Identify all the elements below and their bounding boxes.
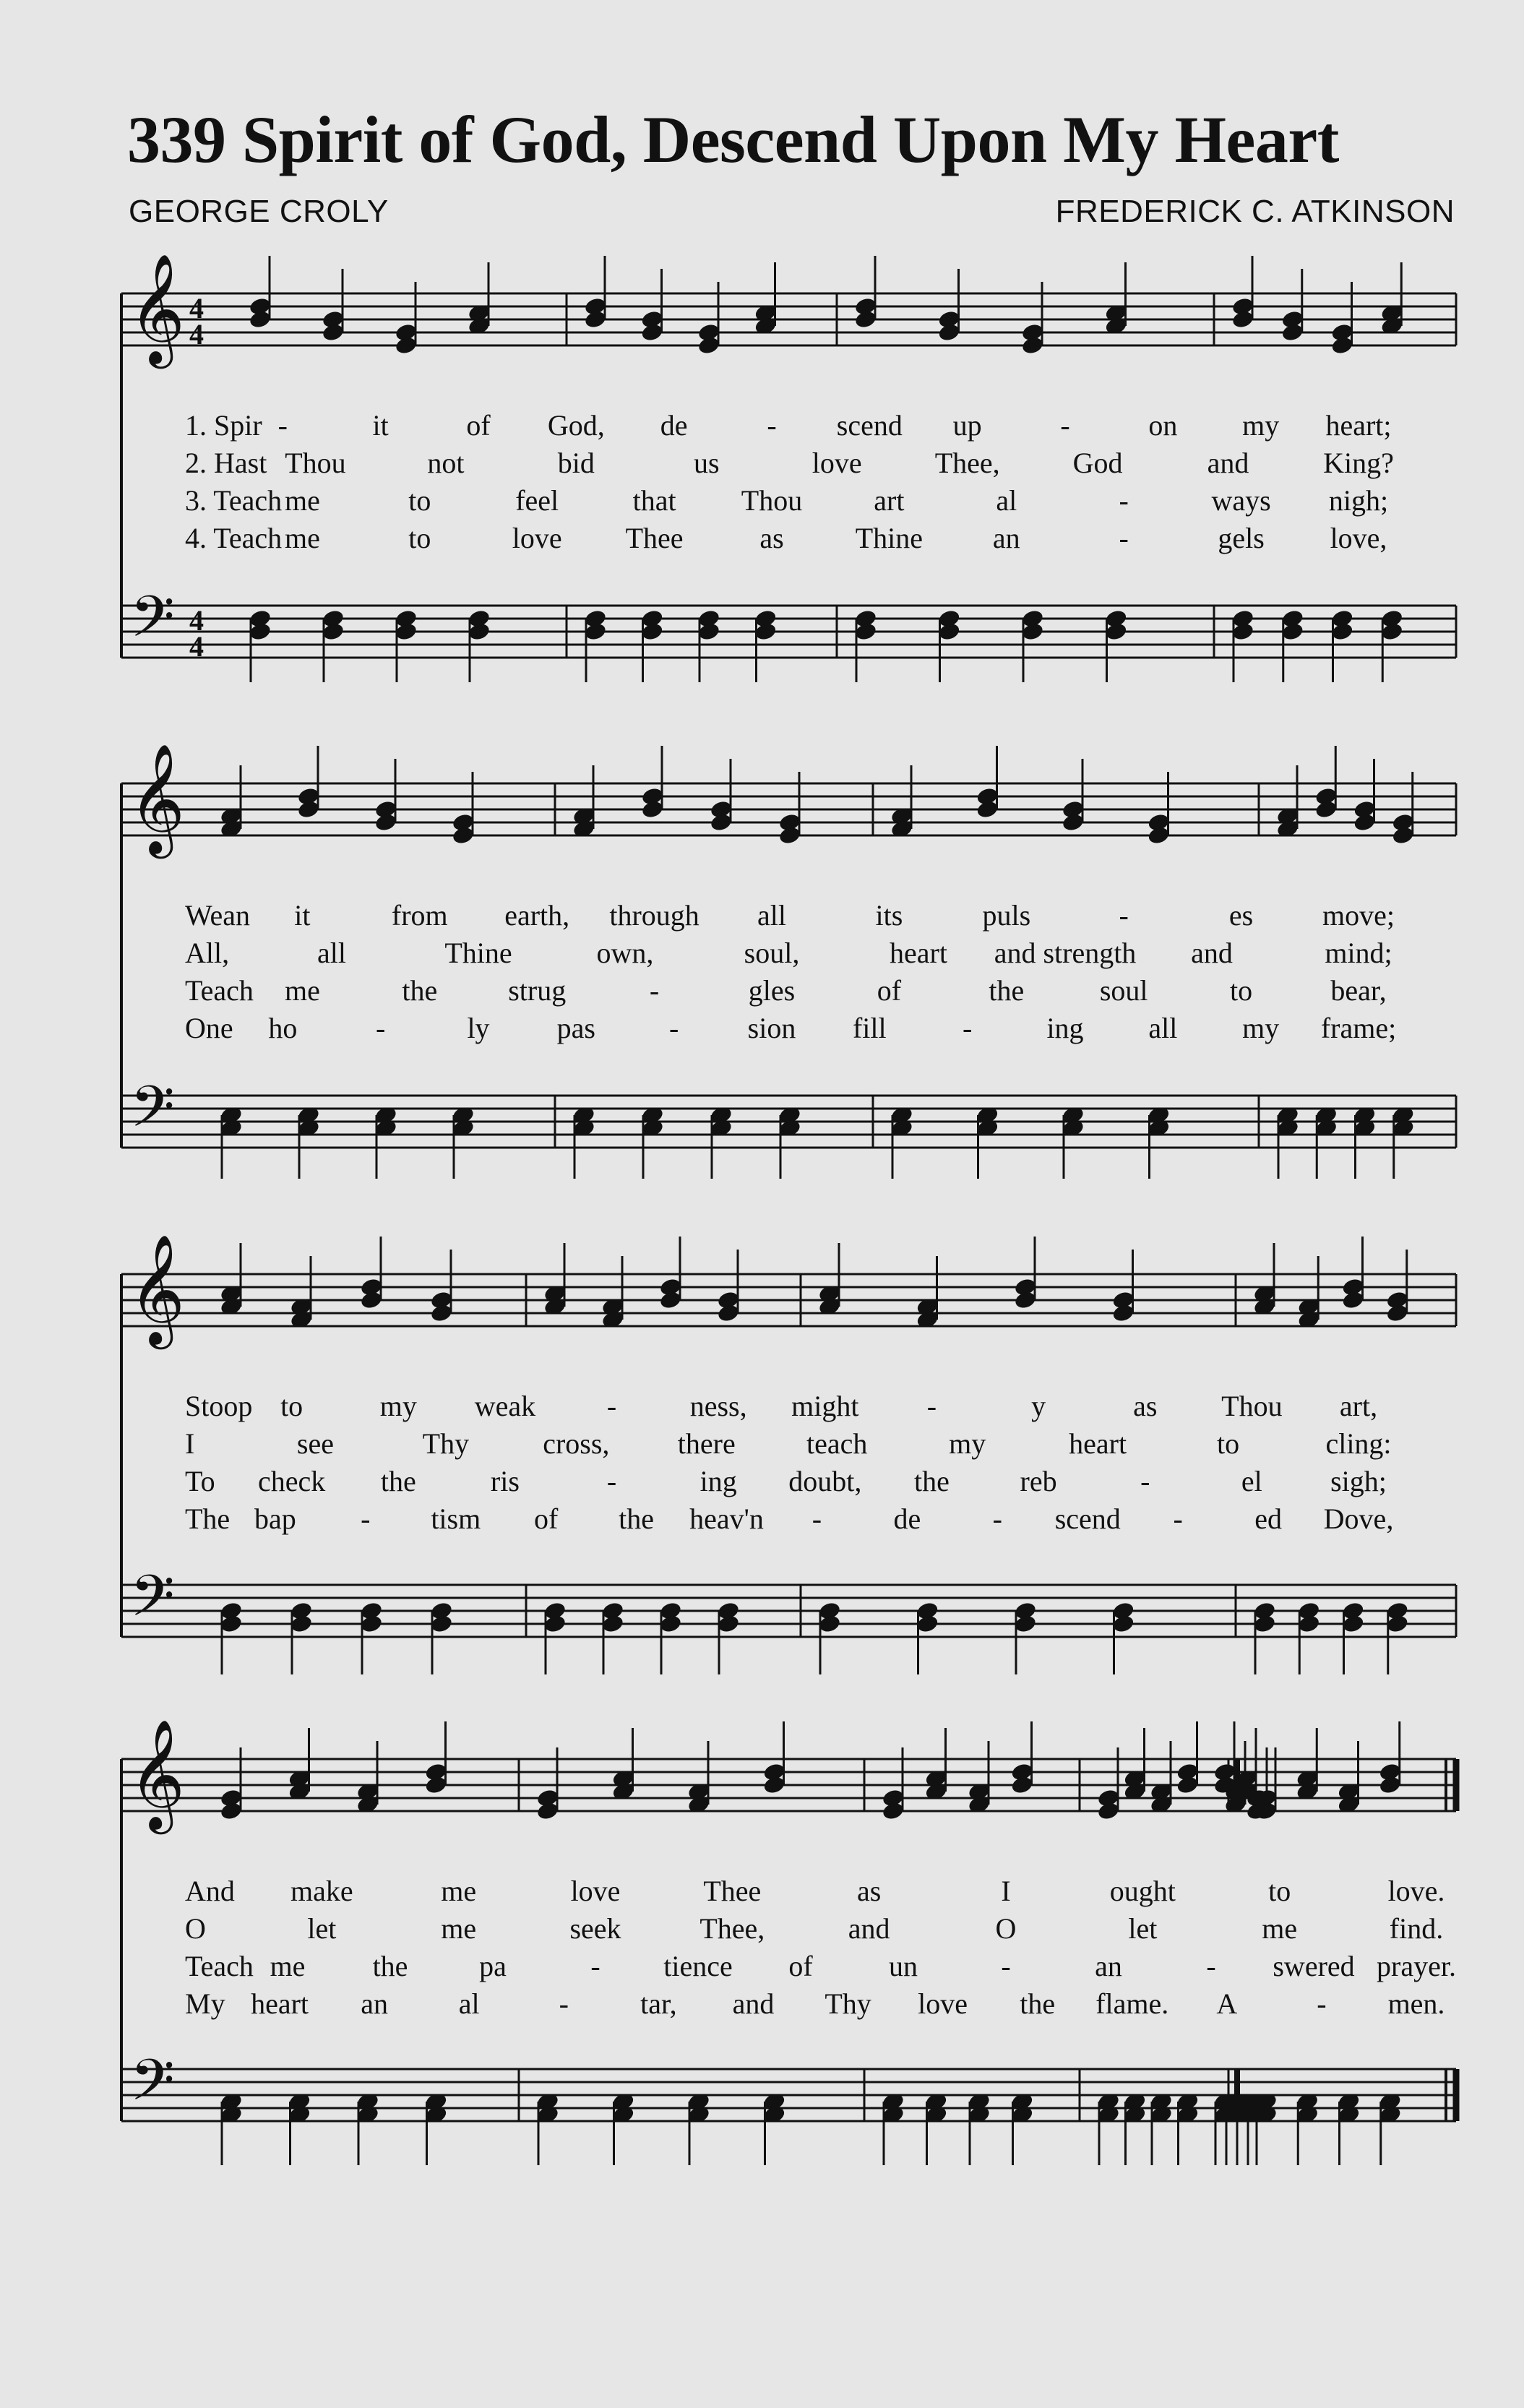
lyric-syllable: love, <box>1330 522 1387 554</box>
lyric-syllable: seek <box>569 1912 621 1945</box>
lyric-syllable: - <box>992 1502 1002 1535</box>
lyric-syllable: tience <box>663 1950 733 1982</box>
lyric-syllable: ing <box>699 1465 737 1497</box>
lyric-syllable: own, <box>596 937 654 969</box>
lyric-syllable: ed <box>1254 1502 1282 1535</box>
lyric-syllable: And <box>185 1875 235 1907</box>
lyric-syllable: Dove, <box>1323 1502 1394 1535</box>
treble-clef: 𝄞 <box>129 253 186 364</box>
lyric-syllable: I <box>1001 1875 1011 1907</box>
lyric-syllable: ways <box>1211 484 1271 517</box>
hymn-number: 339 <box>127 103 226 176</box>
lyric-syllable: God, <box>547 409 605 442</box>
lyric-syllable: through <box>609 899 699 932</box>
words-credit: GEORGE CROLY <box>129 194 389 229</box>
lyric-syllable: bid <box>557 447 595 479</box>
lyric-syllable: and <box>1191 937 1233 969</box>
lyric-syllable: gels <box>1218 522 1265 554</box>
lyric-syllable: - <box>811 1502 822 1535</box>
lyric-syllable: - <box>361 1502 371 1535</box>
lyric-syllable: us <box>693 447 720 479</box>
lyric-syllable: the <box>1020 1987 1056 2020</box>
lyric-syllable: pa <box>479 1950 507 1982</box>
lyric-syllable: Teach <box>185 1950 254 1982</box>
lyric-syllable: its <box>875 899 903 932</box>
lyric-syllable: fill <box>852 1012 887 1044</box>
lyric-syllable: Thine <box>855 522 924 554</box>
lyric-syllable: an <box>992 522 1020 554</box>
lyric-syllable: puls <box>982 899 1031 932</box>
lyric-syllable: of <box>466 409 491 442</box>
lyric-syllable: sion <box>747 1012 796 1044</box>
lyric-syllable: not <box>427 447 465 479</box>
lyric-syllable: prayer. <box>1377 1950 1456 1982</box>
lyric-syllable: scend <box>1054 1502 1121 1535</box>
lyric-syllable: me <box>1262 1912 1298 1945</box>
treble-clef: 𝄞 <box>129 743 186 854</box>
lyric-syllable: me <box>441 1912 477 1945</box>
lyric-syllable: swered <box>1273 1950 1355 1982</box>
lyric-syllable: 1. Spir <box>185 409 262 442</box>
lyric-syllable: to <box>1230 974 1253 1007</box>
lyric-syllable: mind; <box>1325 937 1392 969</box>
lyric-syllable: 3. Teach <box>185 484 283 517</box>
time-signature-bottom: 4 <box>189 318 204 351</box>
lyric-syllable: of <box>788 1950 813 1982</box>
lyric-syllable: de <box>893 1502 921 1535</box>
lyric-syllable: to <box>1268 1875 1291 1907</box>
lyric-syllable: the <box>372 1950 408 1982</box>
treble-clef: 𝄞 <box>129 1719 186 1830</box>
lyric-syllable: my <box>379 1390 417 1422</box>
lyric-syllable: check <box>258 1465 326 1497</box>
time-signature-top: 4 <box>189 604 204 637</box>
lyric-syllable: Thee <box>625 522 684 554</box>
lyric-syllable: Thee <box>703 1875 762 1907</box>
lyric-syllable: To <box>185 1465 215 1497</box>
lyric-syllable: - <box>376 1012 386 1044</box>
lyric-syllable: love <box>570 1875 621 1907</box>
lyric-syllable: as <box>759 522 784 554</box>
lyric-syllable: and <box>1207 447 1249 479</box>
lyric-syllable: - <box>767 409 777 442</box>
lyric-syllable: and <box>732 1987 775 2020</box>
lyric-syllable: - <box>926 1390 937 1422</box>
lyric-syllable: sigh; <box>1330 1465 1387 1497</box>
lyric-syllable: me <box>270 1950 306 1982</box>
lyric-syllable: cling: <box>1325 1427 1392 1460</box>
lyric-syllable: me <box>441 1875 477 1907</box>
lyric-syllable: might <box>791 1390 859 1422</box>
bass-clef: 𝄢 <box>130 1073 175 1154</box>
music-credit: FREDERICK C. ATKINSON <box>1055 194 1455 229</box>
lyric-syllable: un <box>889 1950 918 1982</box>
lyric-syllable: God <box>1072 447 1123 479</box>
lyric-syllable: heart <box>890 937 947 969</box>
lyric-syllable: y <box>1031 1390 1046 1422</box>
lyric-syllable: an <box>1095 1950 1122 1982</box>
lyric-syllable: scend <box>836 409 903 442</box>
lyric-syllable: my <box>949 1427 986 1460</box>
lyric-syllable: it <box>372 409 389 442</box>
lyric-syllable: doubt, <box>788 1465 862 1497</box>
lyric-syllable: The <box>185 1502 231 1535</box>
lyric-syllable: from <box>391 899 448 932</box>
lyric-syllable: make <box>290 1875 353 1907</box>
lyric-syllable: - <box>1060 409 1070 442</box>
lyric-syllable: the <box>380 1465 416 1497</box>
lyric-syllable: ness, <box>689 1390 747 1422</box>
lyric-syllable: Thy <box>825 1987 871 2020</box>
lyric-syllable: it <box>294 899 311 932</box>
lyric-syllable: - <box>1317 1987 1327 2020</box>
lyric-syllable: All, <box>185 937 230 969</box>
lyric-syllable: frame; <box>1320 1012 1397 1044</box>
lyric-syllable: - <box>606 1390 617 1422</box>
lyric-syllable: love <box>918 1987 968 2020</box>
lyric-syllable: el <box>1241 1465 1262 1497</box>
lyric-syllable: gles <box>748 974 796 1007</box>
lyric-syllable: O <box>185 1912 206 1945</box>
lyric-syllable: - <box>559 1987 569 2020</box>
lyric-syllable: up <box>952 409 982 442</box>
lyric-syllable: pas <box>556 1012 595 1044</box>
lyric-syllable: - <box>649 974 660 1007</box>
lyric-syllable: Stoop <box>185 1390 253 1422</box>
time-signature-bottom: 4 <box>189 630 204 663</box>
lyric-syllable: - <box>606 1465 617 1497</box>
lyric-syllable: men. <box>1387 1987 1445 2020</box>
lyric-syllable: I <box>185 1427 195 1460</box>
lyric-syllable: Thou <box>741 484 803 517</box>
lyric-syllable: love. <box>1387 1875 1445 1907</box>
lyric-syllable: teach <box>806 1427 868 1460</box>
lyric-syllable: Teach <box>185 974 254 1007</box>
lyric-syllable: ho <box>268 1012 298 1044</box>
lyric-syllable: - <box>277 409 288 442</box>
lyric-syllable: nigh; <box>1328 484 1389 517</box>
lyric-syllable: - <box>963 1012 973 1044</box>
lyric-syllable: O <box>995 1912 1017 1945</box>
treble-clef: 𝄞 <box>129 1234 186 1345</box>
lyric-syllable: 4. Teach <box>185 522 283 554</box>
lyric-syllable: strug <box>508 974 567 1007</box>
lyric-syllable: al <box>458 1987 480 2020</box>
lyric-syllable: the <box>989 974 1025 1007</box>
lyric-syllable: art, <box>1339 1390 1378 1422</box>
hymn-name: Spirit of God, Descend Upon My Heart <box>242 103 1339 176</box>
lyric-syllable: that <box>632 484 676 517</box>
lyric-syllable: all <box>1148 1012 1178 1044</box>
lyric-syllable: weak <box>474 1390 536 1422</box>
lyric-syllable: art <box>874 484 905 517</box>
lyric-syllable: and <box>848 1912 890 1945</box>
lyric-syllable: the <box>619 1502 655 1535</box>
lyric-syllable: there <box>677 1427 736 1460</box>
lyric-syllable: King? <box>1323 447 1394 479</box>
lyric-syllable: ly <box>467 1012 490 1044</box>
lyric-syllable: heart <box>1069 1427 1127 1460</box>
lyric-syllable: Thou <box>1221 1390 1283 1422</box>
lyric-syllable: to <box>1216 1427 1240 1460</box>
lyric-syllable: A <box>1216 1987 1238 2020</box>
time-signature-top: 4 <box>189 292 204 324</box>
lyric-syllable: Thine <box>444 937 512 969</box>
lyric-syllable: to <box>280 1390 303 1422</box>
lyric-syllable: of <box>877 974 902 1007</box>
lyric-syllable: Thee, <box>699 1912 765 1945</box>
lyric-syllable: feel <box>515 484 559 517</box>
lyric-syllable: One <box>185 1012 233 1044</box>
lyric-syllable: - <box>1173 1502 1183 1535</box>
bass-clef: 𝄢 <box>130 1562 175 1643</box>
lyric-syllable: as <box>1133 1390 1158 1422</box>
lyric-syllable: move; <box>1322 899 1395 932</box>
lyric-syllable: love <box>811 447 862 479</box>
lyric-syllable: reb <box>1020 1465 1057 1497</box>
lyric-syllable: heart; <box>1325 409 1392 442</box>
lyric-syllable: and strength <box>994 937 1137 969</box>
lyric-syllable: me <box>284 484 320 517</box>
lyric-syllable: my <box>1242 1012 1280 1044</box>
lyric-syllable: ris <box>490 1465 520 1497</box>
bass-clef: 𝄢 <box>130 583 175 664</box>
lyric-syllable: soul <box>1099 974 1148 1007</box>
lyric-syllable: ought <box>1109 1875 1176 1907</box>
lyric-syllable: all <box>757 899 786 932</box>
lyric-syllable: soul, <box>744 937 800 969</box>
lyric-syllable: bear, <box>1330 974 1387 1007</box>
lyric-syllable: let <box>307 1912 337 1945</box>
lyric-syllable: of <box>534 1502 559 1535</box>
lyric-syllable: love <box>512 522 562 554</box>
lyric-syllable: tar, <box>640 1987 677 2020</box>
lyric-syllable: heart <box>251 1987 309 2020</box>
lyric-syllable: let <box>1128 1912 1158 1945</box>
lyric-syllable: to <box>408 522 431 554</box>
lyric-syllable: Thee, <box>934 447 1000 479</box>
lyric-syllable: - <box>1140 1465 1150 1497</box>
lyric-syllable: 2. Hast <box>185 447 267 479</box>
lyric-syllable: ing <box>1046 1012 1084 1044</box>
lyric-syllable: me <box>284 974 320 1007</box>
lyric-syllable: to <box>408 484 431 517</box>
lyric-syllable: bap <box>254 1502 296 1535</box>
lyric-syllable: on <box>1148 409 1178 442</box>
lyric-syllable: an <box>361 1987 389 2020</box>
lyric-syllable: as <box>857 1875 882 1907</box>
lyric-syllable: the <box>914 1465 950 1497</box>
lyric-syllable: - <box>1206 1950 1216 1982</box>
lyric-syllable: my <box>1242 409 1280 442</box>
lyric-syllable: - <box>1119 899 1129 932</box>
lyric-syllable: de <box>660 409 688 442</box>
lyric-syllable: earth, <box>504 899 570 932</box>
bass-clef: 𝄢 <box>130 2047 175 2128</box>
lyric-syllable: me <box>284 522 320 554</box>
lyric-syllable: es <box>1228 899 1254 932</box>
lyric-syllable: Thou <box>285 447 346 479</box>
lyric-syllable: Wean <box>185 899 251 932</box>
lyric-syllable: - <box>1001 1950 1011 1982</box>
lyric-syllable: tism <box>431 1502 481 1535</box>
lyric-syllable: - <box>590 1950 600 1982</box>
lyric-syllable: My <box>185 1987 225 2020</box>
lyric-syllable: cross, <box>543 1427 610 1460</box>
lyric-syllable: flame. <box>1095 1987 1169 2020</box>
lyric-syllable: the <box>402 974 438 1007</box>
lyric-syllable: all <box>317 937 346 969</box>
lyric-syllable: al <box>996 484 1017 517</box>
lyric-syllable: - <box>669 1012 679 1044</box>
lyric-syllable: Thy <box>422 1427 470 1460</box>
lyric-syllable: find. <box>1389 1912 1444 1945</box>
lyric-syllable: see <box>296 1427 334 1460</box>
lyric-syllable: - <box>1119 484 1129 517</box>
lyric-syllable: heav'n <box>689 1502 764 1535</box>
lyric-syllable: - <box>1119 522 1129 554</box>
